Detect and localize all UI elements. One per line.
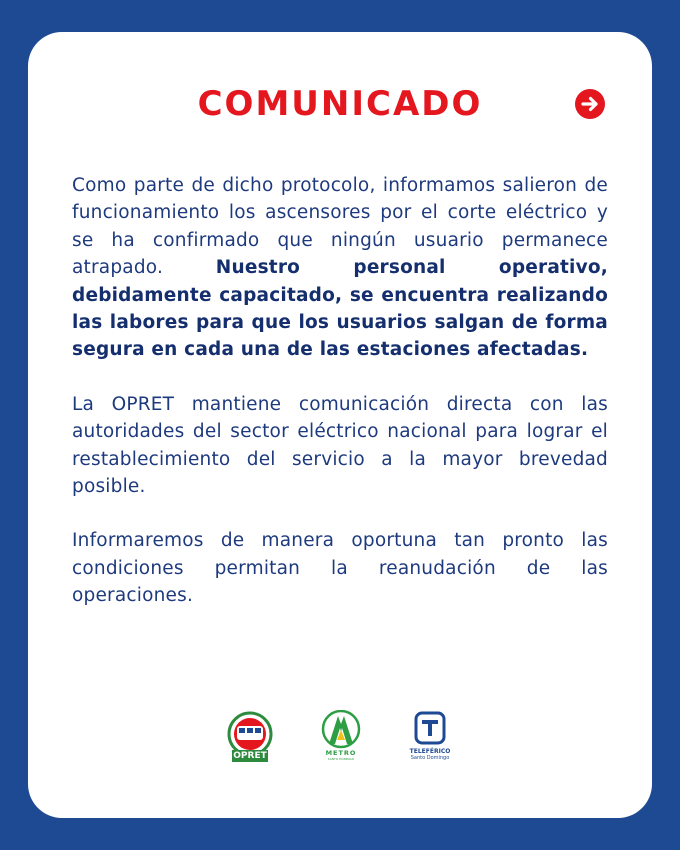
metro-logo-subtext: SANTO DOMINGO <box>327 757 355 761</box>
paragraph-3: Informaremos de manera oportuna tan pronto las condiciones permitan la reanudación de las operaciones. <box>72 530 608 607</box>
metro-logo-text: METRO <box>325 749 357 757</box>
teleferico-logo <box>404 710 456 766</box>
announcement-body <box>72 172 608 637</box>
logo-bar <box>0 708 680 768</box>
teleferico-logo-subtext: Santo Domingo <box>410 755 450 761</box>
page-title: COMUNICADO <box>197 84 483 124</box>
paragraph-1-bold: Nuestro personal operativo, debidamente capacitado, se encuentra realizando las labores para que los usuarios salgan de forma segura en cada una de las estaciones afectadas. <box>72 257 608 361</box>
paragraph-1-regular: Como parte de dicho protocolo, informamos salieron de funcionamiento los ascensores por el corte eléctrico y se ha confirmado que ningún usuario permanece atrapado. <box>72 175 608 279</box>
opret-logo <box>220 710 280 766</box>
opret-logo-text: OPRET <box>233 751 267 761</box>
paragraph-2: La OPRET mantiene comunicación directa con las autoridades del sector eléctrico nacional para lograr el restablecimiento del servicio a la mayor brevedad posible. <box>72 393 608 498</box>
metro-logo <box>318 710 364 766</box>
arrow-right-circle-icon[interactable] <box>575 89 605 119</box>
paragraph-1 <box>72 172 608 364</box>
teleferico-logo-text: TELEFÉRICO <box>409 748 451 755</box>
